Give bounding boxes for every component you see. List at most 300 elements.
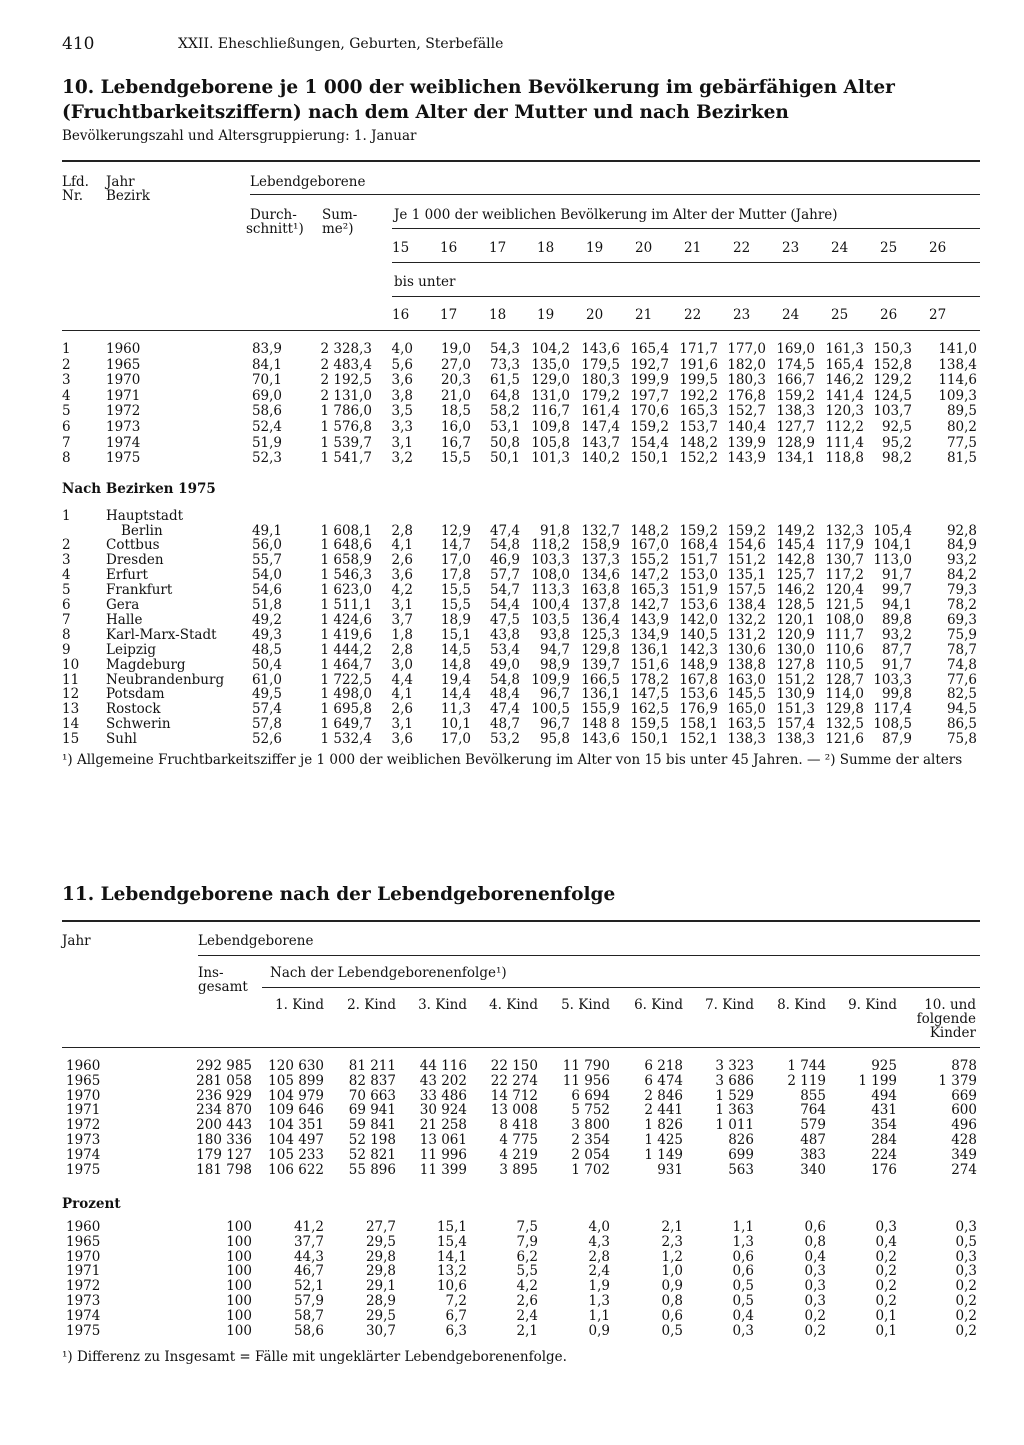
row-value: 50,1 [489, 450, 520, 467]
row-value: 1 529 [715, 1087, 754, 1104]
row-value: 69 941 [348, 1102, 396, 1119]
t11-group-label: Prozent [62, 1196, 121, 1212]
row-value: 154,6 [727, 537, 766, 554]
row-value: 96,7 [539, 686, 570, 703]
row-value: 100 [226, 1248, 252, 1265]
row-value: 74,8 [946, 656, 977, 673]
row-value: 143,9 [727, 450, 766, 467]
row-value: 2,6 [391, 701, 413, 718]
row-value: 120,9 [776, 626, 815, 643]
row-value: 3,2 [391, 450, 413, 467]
table10-top-rule [62, 160, 980, 162]
row-value: 143,6 [581, 731, 620, 748]
row-value: 0,2 [955, 1278, 977, 1295]
row-value: 105,8 [531, 434, 570, 451]
age-from-cell: 15 [392, 240, 410, 256]
t11-col-header: 2. Kind [347, 997, 396, 1013]
row-value: 2,6 [391, 552, 413, 569]
age-from-cell: 26 [929, 240, 947, 256]
row-value: 0,3 [804, 1278, 826, 1295]
row-value: 15,5 [440, 450, 471, 467]
row-value: 0,4 [875, 1233, 897, 1250]
row-value: 1 532,4 [320, 731, 372, 748]
row-value: 109,8 [531, 419, 570, 435]
row-value: 100 [226, 1233, 252, 1250]
row-value: 129,0 [531, 372, 570, 389]
row-value: 48,4 [489, 686, 520, 703]
row-value: 153,7 [679, 419, 718, 435]
row-value: 99,7 [881, 582, 912, 599]
t11-head-bottom-rule [62, 1047, 980, 1048]
row-label: 1970 [66, 1248, 101, 1265]
head-rule-4 [392, 296, 980, 297]
row-value: 44 116 [419, 1058, 467, 1074]
row-value: 95,2 [881, 434, 912, 451]
row-value: 100 [226, 1293, 252, 1309]
t11-col-header: 3. Kind [418, 997, 467, 1013]
row-value: 6 474 [644, 1072, 683, 1089]
row-value: 0,6 [732, 1248, 754, 1265]
row-value: 100 [226, 1219, 252, 1235]
row-value: 143,7 [581, 434, 620, 451]
row-value: 29,8 [365, 1248, 396, 1265]
row-value: 148,9 [679, 656, 718, 673]
head-lebendgeborene: Lebendgeborene [250, 174, 366, 190]
row-value: 58,6 [251, 403, 282, 420]
row-label: 1973 [66, 1293, 101, 1309]
row-value: 5,5 [516, 1263, 538, 1280]
row-label: Suhl [106, 731, 137, 748]
row-value: 135,0 [531, 356, 570, 373]
row-value: 108,0 [825, 611, 864, 628]
row-value: 77,5 [946, 434, 977, 451]
row-value: 152,1 [679, 731, 718, 748]
row-value: 1 444,2 [320, 641, 372, 658]
row-value: 83,9 [251, 341, 282, 357]
row-value: 179,5 [581, 356, 620, 373]
head-rule-3 [392, 262, 980, 263]
row-value: 101,3 [531, 450, 570, 467]
age-from-cell: 22 [733, 240, 751, 256]
row-value: 100 [226, 1307, 252, 1324]
age-to-cell: 21 [635, 307, 653, 323]
row-label: 1971 [106, 387, 141, 404]
row-label: Hauptstadt [106, 508, 184, 524]
row-value: 105,4 [873, 522, 912, 539]
row-label: 1965 [106, 356, 141, 373]
row-value: 79,3 [946, 582, 977, 599]
row-value: 49,0 [489, 656, 520, 673]
age-from-cell: 23 [782, 240, 800, 256]
row-value: 15,1 [436, 1219, 467, 1235]
row-value: 44,3 [293, 1248, 324, 1265]
row-label: 1975 [66, 1161, 101, 1178]
row-value: 167,0 [630, 537, 669, 554]
row-value: 0,3 [955, 1219, 977, 1235]
age-to-cell: 24 [782, 307, 800, 323]
row-value: 274 [951, 1161, 977, 1178]
row-value: 99,8 [881, 686, 912, 703]
row-value: 1 464,7 [320, 656, 372, 673]
row-value: 104,2 [531, 341, 570, 357]
row-value: 192,2 [679, 387, 718, 404]
row-value: 108,5 [873, 716, 912, 733]
row-nr: 2 [62, 356, 71, 373]
row-label: 1974 [66, 1307, 101, 1324]
row-value: 179 127 [196, 1146, 252, 1163]
row-value: 152,8 [873, 356, 912, 373]
age-from-cell: 20 [635, 240, 653, 256]
row-value: 1 695,8 [320, 701, 372, 718]
row-value: 111,4 [825, 434, 864, 451]
row-nr: 3 [62, 372, 71, 389]
row-value: 114,6 [938, 372, 977, 389]
row-nr: 2 [62, 537, 71, 554]
row-value: 0,1 [875, 1307, 897, 1324]
head-rule-1 [250, 194, 980, 195]
row-value: 3 895 [499, 1161, 538, 1178]
row-value: 1 498,0 [320, 686, 372, 703]
row-value: 103,7 [873, 403, 912, 420]
row-value: 192,7 [630, 356, 669, 373]
row-value: 2,8 [588, 1248, 610, 1265]
row-value: 181 798 [196, 1161, 252, 1178]
row-value: 109,3 [938, 387, 977, 404]
age-from-cell: 17 [489, 240, 507, 256]
row-value: 878 [951, 1058, 977, 1074]
row-value: 1 576,8 [320, 419, 372, 435]
row-label: Karl-Marx-Stadt [106, 626, 217, 643]
t11-col-header: 4. Kind [489, 997, 538, 1013]
row-value: 147,2 [630, 567, 669, 584]
row-value: 54,3 [489, 341, 520, 357]
age-to-cell: 17 [440, 307, 458, 323]
row-value: 354 [871, 1117, 897, 1134]
row-value: 92,5 [881, 419, 912, 435]
row-nr: 4 [62, 387, 71, 404]
row-value: 1 648,6 [320, 537, 372, 554]
row-value: 0,2 [955, 1307, 977, 1324]
row-label: Halle [106, 611, 143, 628]
row-value: 199,5 [679, 372, 718, 389]
row-value: 0,3 [875, 1219, 897, 1235]
row-value: 108,0 [531, 567, 570, 584]
row-value: 132,7 [581, 522, 620, 539]
row-value: 33 486 [419, 1087, 467, 1104]
row-value: 103,5 [531, 611, 570, 628]
row-value: 87,7 [881, 641, 912, 658]
row-value: 22 150 [490, 1058, 538, 1074]
t11-col-header: 8. Kind [777, 997, 826, 1013]
row-value: 0,5 [661, 1322, 683, 1339]
row-value: 176 [871, 1161, 897, 1178]
row-label: 1970 [106, 372, 141, 389]
row-value: 158,1 [679, 716, 718, 733]
row-nr: 1 [62, 341, 71, 357]
row-value: 28,9 [365, 1293, 396, 1309]
row-label: 1960 [66, 1219, 101, 1235]
row-value: 0,4 [804, 1248, 826, 1265]
row-value: 134,9 [630, 626, 669, 643]
age-to-cell: 19 [537, 307, 555, 323]
row-value: 143,9 [630, 611, 669, 628]
row-value: 1 511,1 [320, 597, 372, 613]
row-value: 5 752 [571, 1102, 610, 1119]
age-to-cell: 23 [733, 307, 751, 323]
t11-head-folge: Nach der Lebendgeborenenfolge¹) [270, 965, 507, 981]
row-value: 105 233 [268, 1146, 324, 1163]
row-value: 4 219 [499, 1146, 538, 1163]
row-label: Rostock [106, 701, 161, 718]
row-label: 1973 [106, 419, 141, 435]
row-value: 10,1 [440, 716, 471, 733]
t11-col-header: 9. Kind [848, 997, 897, 1013]
row-value: 93,2 [946, 552, 977, 569]
row-value: 7,2 [445, 1293, 467, 1309]
row-value: 349 [951, 1146, 977, 1163]
row-value: 114,0 [825, 686, 864, 703]
row-value: 92,8 [946, 522, 977, 539]
age-to-cell: 18 [489, 307, 507, 323]
row-value: 0,5 [732, 1278, 754, 1295]
row-value: 134,6 [581, 567, 620, 584]
row-label: 1970 [66, 1087, 101, 1104]
row-value: 48,5 [251, 641, 282, 658]
row-value: 179,2 [581, 387, 620, 404]
row-value: 5,6 [391, 356, 413, 373]
age-to-cell: 22 [684, 307, 702, 323]
row-value: 4,0 [391, 341, 413, 357]
row-value: 43 202 [419, 1072, 467, 1089]
row-value: 138,8 [727, 656, 766, 673]
row-value: 13,2 [436, 1263, 467, 1280]
table10-title-line1: 10. Lebendgeborene je 1 000 der weiblichen Bevölkerung im gebärfähigen Alter [62, 77, 895, 98]
row-value: 145,5 [727, 686, 766, 703]
row-value: 14,8 [440, 656, 471, 673]
row-value: 11 399 [419, 1161, 467, 1178]
row-value: 132,3 [825, 522, 864, 539]
row-value: 165,4 [630, 341, 669, 357]
row-label: 1972 [106, 403, 141, 420]
row-value: 20,3 [440, 372, 471, 389]
row-value: 111,7 [825, 626, 864, 643]
row-label: Potsdam [106, 686, 165, 703]
row-value: 3,1 [391, 434, 413, 451]
row-label: Erfurt [106, 567, 148, 584]
row-value: 6,2 [516, 1248, 538, 1265]
row-value: 2 054 [571, 1146, 610, 1163]
row-value: 153,6 [679, 597, 718, 613]
row-value: 1 425 [644, 1132, 683, 1148]
row-value: 2,8 [391, 641, 413, 658]
row-value: 1 702 [571, 1161, 610, 1178]
row-value: 150,1 [630, 731, 669, 748]
row-value: 11 790 [562, 1058, 610, 1074]
row-value: 0,2 [955, 1322, 977, 1339]
row-value: 70 663 [348, 1087, 396, 1104]
row-value: 103,3 [531, 552, 570, 569]
row-value: 128,5 [776, 597, 815, 613]
row-value: 3,5 [391, 403, 413, 420]
row-value: 150,1 [630, 450, 669, 467]
head-bottom-rule [62, 330, 980, 331]
row-value: 51,9 [251, 434, 282, 451]
row-value: 8 418 [499, 1117, 538, 1134]
row-value: 0,2 [955, 1293, 977, 1309]
row-value: 61,0 [251, 671, 282, 688]
row-value: 1 786,0 [320, 403, 372, 420]
row-value: 159,2 [630, 419, 669, 435]
row-nr: 5 [62, 403, 71, 420]
row-value: 54,4 [489, 597, 520, 613]
row-value: 125,3 [581, 626, 620, 643]
row-value: 81 211 [348, 1058, 396, 1074]
row-value: 3,6 [391, 372, 413, 389]
row-value: 0,2 [804, 1322, 826, 1339]
row-value: 46,7 [293, 1263, 324, 1280]
row-value: 150,3 [873, 341, 912, 357]
row-label-2: Berlin [121, 522, 163, 539]
row-value: 21,0 [440, 387, 471, 404]
row-value: 4 775 [499, 1132, 538, 1148]
row-value: 17,0 [440, 552, 471, 569]
row-value: 1 744 [787, 1058, 826, 1074]
row-value: 86,5 [946, 716, 977, 733]
row-value: 100 [226, 1322, 252, 1339]
row-value: 3,6 [391, 731, 413, 748]
row-value: 0,2 [875, 1263, 897, 1280]
row-value: 117,4 [873, 701, 912, 718]
row-value: 0,3 [955, 1248, 977, 1265]
row-value: 163,8 [581, 582, 620, 599]
row-label: 1974 [66, 1146, 101, 1163]
head-age-group: Je 1 000 der weiblichen Bevölkerung im Alter der Mutter (Jahre) [394, 207, 838, 223]
row-nr: 4 [62, 567, 71, 584]
row-value: 2 354 [571, 1132, 610, 1148]
row-value: 2 846 [644, 1087, 683, 1104]
row-value: 116,7 [531, 403, 570, 420]
t11-head-insgesamt-1: Ins- [198, 965, 224, 981]
row-value: 4,2 [391, 582, 413, 599]
row-value: 4,4 [391, 671, 413, 688]
row-value: 14 712 [490, 1087, 538, 1104]
row-value: 143,6 [581, 341, 620, 357]
row-value: 142,0 [679, 611, 718, 628]
t11-head-rule-2 [262, 987, 980, 988]
row-value: 77,6 [946, 671, 977, 688]
row-value: 94,1 [881, 597, 912, 613]
row-value: 138,4 [938, 356, 977, 373]
row-value: 140,2 [581, 450, 620, 467]
row-value: 0,6 [732, 1263, 754, 1280]
row-value: 131,2 [727, 626, 766, 643]
row-value: 180,3 [727, 372, 766, 389]
row-value: 0,2 [804, 1307, 826, 1324]
row-value: 64,8 [489, 387, 520, 404]
row-value: 142,3 [679, 641, 718, 658]
row-value: 120 630 [268, 1058, 324, 1074]
row-value: 166,5 [581, 671, 620, 688]
row-value: 6,7 [445, 1307, 467, 1324]
row-value: 2,1 [661, 1219, 683, 1235]
row-value: 176,9 [679, 701, 718, 718]
row-value: 130,0 [776, 641, 815, 658]
row-value: 69,0 [251, 387, 282, 404]
row-nr: 15 [62, 731, 80, 748]
row-value: 95,8 [539, 731, 570, 748]
row-value: 224 [871, 1146, 897, 1163]
row-value: 764 [800, 1102, 826, 1119]
row-value: 0,5 [955, 1233, 977, 1250]
row-value: 141,4 [825, 387, 864, 404]
row-value: 54,8 [489, 671, 520, 688]
row-value: 3,0 [391, 656, 413, 673]
row-value: 113,3 [531, 582, 570, 599]
row-value: 110,5 [825, 656, 864, 673]
row-value: 121,5 [825, 597, 864, 613]
row-value: 7,5 [516, 1219, 538, 1235]
row-value: 124,5 [873, 387, 912, 404]
row-value: 0,2 [875, 1278, 897, 1295]
row-nr: 8 [62, 450, 71, 467]
row-value: 89,8 [881, 611, 912, 628]
row-value: 168,4 [679, 537, 718, 554]
row-value: 128,7 [825, 671, 864, 688]
row-value: 1,1 [732, 1219, 754, 1235]
row-label: Schwerin [106, 716, 171, 733]
row-value: 1 539,7 [320, 434, 372, 451]
row-value: 6 694 [571, 1087, 610, 1104]
row-value: 18,9 [440, 611, 471, 628]
row-value: 136,1 [630, 641, 669, 658]
row-value: 163,5 [727, 716, 766, 733]
row-value: 2 131,0 [320, 387, 372, 404]
row-value: 89,5 [946, 403, 977, 420]
row-value: 139,7 [581, 656, 620, 673]
row-value: 3 686 [715, 1072, 754, 1089]
row-value: 170,6 [630, 403, 669, 420]
row-value: 11 996 [419, 1146, 467, 1163]
row-value: 140,4 [727, 419, 766, 435]
row-value: 118,2 [531, 537, 570, 554]
t11-col10-line2: folgende [916, 1011, 976, 1027]
row-value: 0,6 [661, 1307, 683, 1324]
row-label: 1975 [106, 450, 141, 467]
row-value: 93,8 [539, 626, 570, 643]
row-nr: 6 [62, 597, 71, 613]
row-value: 146,2 [825, 372, 864, 389]
row-value: 98,2 [881, 450, 912, 467]
row-value: 1 419,6 [320, 626, 372, 643]
row-value: 1 541,7 [320, 450, 372, 467]
row-value: 29,8 [365, 1263, 396, 1280]
row-value: 52 198 [348, 1132, 396, 1148]
age-from-cell: 19 [586, 240, 604, 256]
row-value: 0,8 [661, 1293, 683, 1309]
row-value: 51,8 [251, 597, 282, 613]
row-value: 129,2 [873, 372, 912, 389]
row-value: 22 274 [490, 1072, 538, 1089]
row-nr: 11 [62, 671, 80, 688]
row-value: 73,3 [489, 356, 520, 373]
age-from-cell: 24 [831, 240, 849, 256]
row-value: 93,2 [881, 626, 912, 643]
row-value: 15,5 [440, 597, 471, 613]
row-label: 1972 [66, 1117, 101, 1134]
row-value: 1 379 [938, 1072, 977, 1089]
row-value: 0,8 [804, 1233, 826, 1250]
row-value: 59 841 [348, 1117, 396, 1134]
